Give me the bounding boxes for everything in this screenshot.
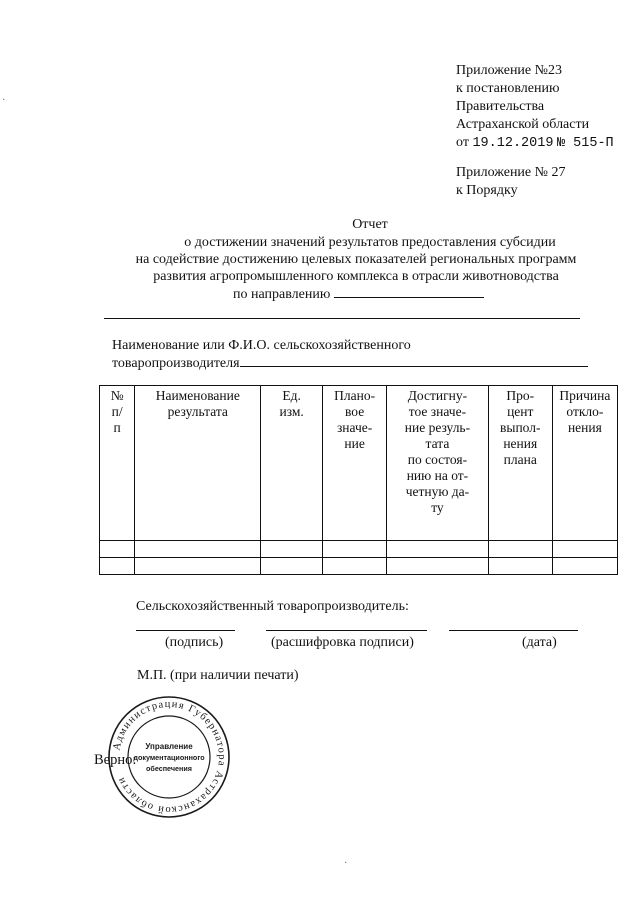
report-title: Отчет xyxy=(352,217,388,232)
appendix-27-line2: к Порядку xyxy=(456,183,518,198)
report-subtitle-3: развития агропромышленного комплекса в отрасли животноводства xyxy=(153,269,559,284)
col-header-result-name: Наименование результата xyxy=(135,386,261,541)
col-header-number: № п/ п xyxy=(100,386,135,541)
stamp-center-3: обеспечения xyxy=(145,764,193,773)
signature-label: (подпись) xyxy=(165,635,224,650)
col-header-deviation-reason: Причина откло- нения xyxy=(552,386,617,541)
producer-label-2: товаропроизводителя xyxy=(112,356,240,371)
direction-field[interactable] xyxy=(334,285,484,298)
col-header-unit: Ед. изм. xyxy=(261,386,323,541)
scan-speck: · xyxy=(2,95,6,106)
table-cell[interactable] xyxy=(261,558,323,575)
decode-field[interactable] xyxy=(266,630,427,631)
stamp-center-2: документационного xyxy=(133,753,205,762)
table-cell[interactable] xyxy=(387,541,489,558)
appendix-23-title: Приложение №23 xyxy=(456,63,562,78)
appendix-23-line2: к постановлению xyxy=(456,81,560,96)
table-header-row xyxy=(100,386,618,541)
date-field[interactable] xyxy=(449,630,578,631)
stamp-ring-text: Администрация Губернатора Астраханской области xyxy=(111,698,228,816)
report-subtitle-1: о достижении значений результатов предоставления субсидии xyxy=(184,235,556,250)
appendix-23-line3: Правительства xyxy=(456,99,545,114)
direction-label: по направлению xyxy=(233,287,331,302)
col-header-percent-plan: Про- цент выпол- нения плана xyxy=(488,386,552,541)
producer-field[interactable] xyxy=(240,354,588,367)
table-cell[interactable] xyxy=(488,558,552,575)
table-cell[interactable] xyxy=(100,541,135,558)
appendix-23-date-line xyxy=(456,134,614,152)
appendix-27-title: Приложение № 27 xyxy=(456,165,566,180)
report-table xyxy=(99,385,618,575)
table-row xyxy=(100,541,618,558)
resolution-date: 19.12.2019 xyxy=(472,136,554,151)
resolution-number: № 515-П xyxy=(556,136,614,151)
direction-line xyxy=(233,285,484,303)
table-cell[interactable] xyxy=(135,541,261,558)
producer-line xyxy=(112,354,588,372)
date-label: (дата) xyxy=(522,635,557,650)
table-cell[interactable] xyxy=(323,541,387,558)
table-cell[interactable] xyxy=(100,558,135,575)
report-subtitle-2: на содействие достижению целевых показателей региональных программ xyxy=(135,252,577,267)
decode-label: (расшифровка подписи) xyxy=(271,635,414,650)
appendix-23-line4: Астраханской области xyxy=(456,117,590,132)
signature-field[interactable] xyxy=(136,630,235,631)
table-cell[interactable] xyxy=(323,558,387,575)
scan-speck: · xyxy=(344,858,348,869)
producer-label-1: Наименование или Ф.И.О. сельскохозяйственного xyxy=(112,338,411,353)
table-cell[interactable] xyxy=(552,541,617,558)
col-header-achieved-value: Достигну- тое значе- ние резуль- тата по состоя- нию на от- четную да- ту xyxy=(387,386,489,541)
table-cell[interactable] xyxy=(552,558,617,575)
table-cell[interactable] xyxy=(135,558,261,575)
table-cell[interactable] xyxy=(488,541,552,558)
seal-note: М.П. (при наличии печати) xyxy=(137,668,299,683)
table-cell[interactable] xyxy=(387,558,489,575)
title-divider xyxy=(104,318,580,319)
table-cell[interactable] xyxy=(261,541,323,558)
date-prefix: от xyxy=(456,135,469,150)
signature-heading: Сельскохозяйственный товаропроизводитель: xyxy=(136,599,409,614)
table-row xyxy=(100,558,618,575)
verified-mark: Верно: xyxy=(94,752,137,768)
col-header-planned-value: Плано- вое значе- ние xyxy=(323,386,387,541)
stamp-center-1: Управление xyxy=(145,742,193,751)
